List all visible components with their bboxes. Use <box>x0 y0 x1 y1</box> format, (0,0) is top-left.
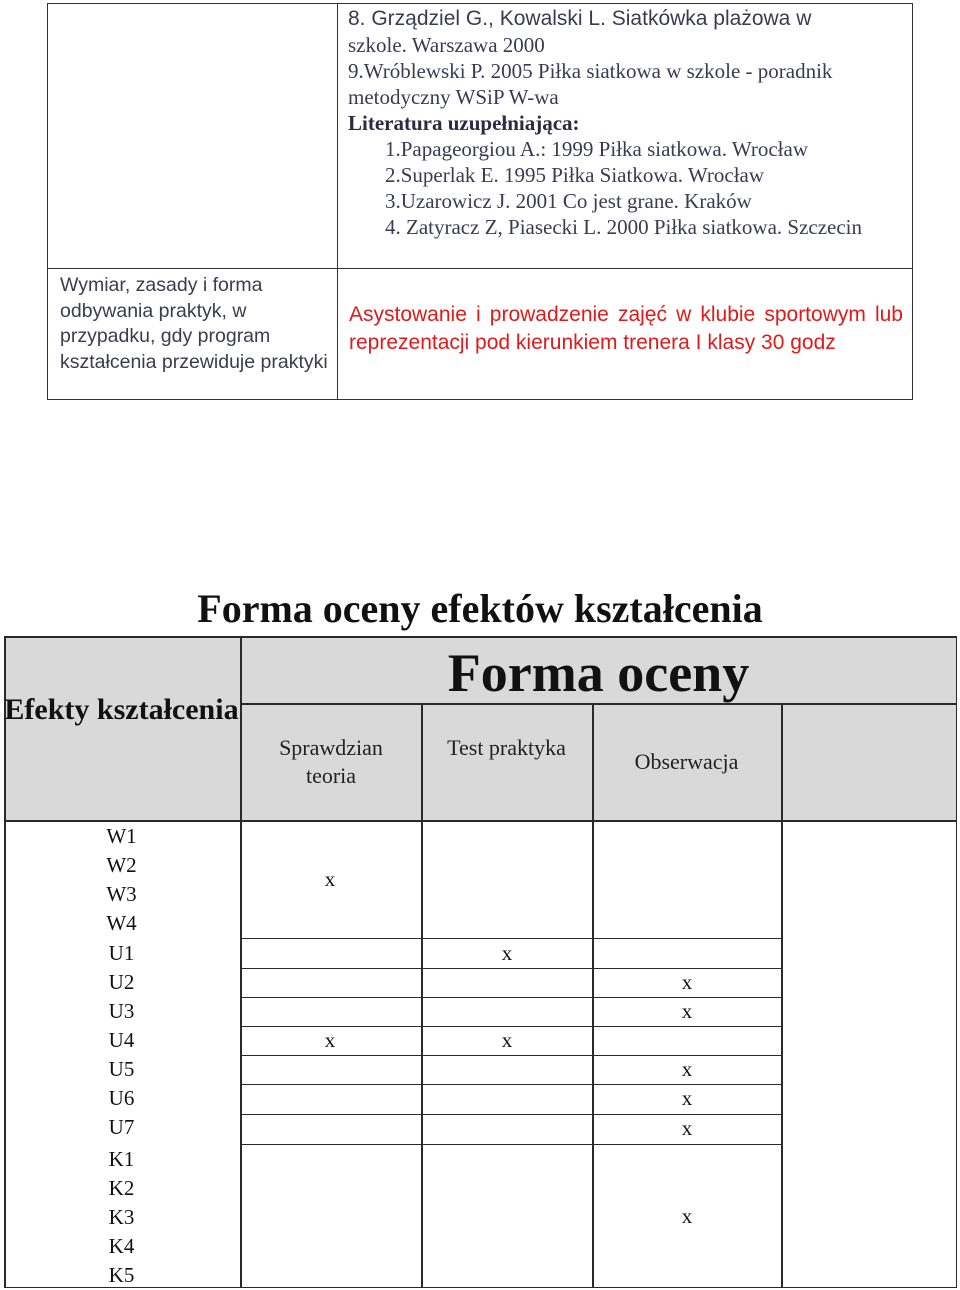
effect-code: W1 <box>106 824 137 848</box>
effect-code: U2 <box>108 970 135 994</box>
assessment-table <box>4 636 957 1288</box>
effect-code: K1 <box>108 1147 135 1171</box>
literature-list <box>348 6 908 240</box>
codes-k <box>4 1145 239 1290</box>
mark-w-sprawdzian: x <box>324 867 336 891</box>
grid-line <box>592 703 594 1288</box>
subheader-obserwacja: Obserwacja <box>634 749 739 774</box>
literature-line: 8. Grządziel G., Kowalski L. Siatkówka plażowa w <box>348 7 812 30</box>
supplementary-item: 3.Uzarowicz J. 2001 Co jest grane. Kraków <box>385 189 752 213</box>
effect-code: U5 <box>108 1057 135 1081</box>
literature-line: 9.Wróblewski P. 2005 Piłka siatkowa w szkole - poradnik <box>348 59 833 83</box>
supplementary-item: 2.Superlak E. 1995 Piłka Siatkowa. Wrocław <box>385 163 765 187</box>
codes-w <box>4 822 239 938</box>
mark-u4-sprawdzian: x <box>324 1028 336 1052</box>
effect-code: U1 <box>108 941 135 965</box>
effect-code: W4 <box>106 911 137 935</box>
column-divider <box>337 4 338 399</box>
supplementary-item: 4. Zatyracz Z, Piasecki L. 2000 Piłka siatkowa. Szczecin <box>385 215 863 239</box>
effect-code: K2 <box>108 1176 135 1200</box>
row-divider <box>48 268 912 269</box>
codes-u <box>4 939 239 1142</box>
literature-line: szkole. Warszawa 2000 <box>348 33 545 57</box>
grid-line <box>421 703 423 1288</box>
effects-header: Efekty kształcenia <box>4 693 239 726</box>
effect-code: W2 <box>106 853 137 877</box>
effect-code: K3 <box>108 1205 135 1229</box>
mark-u7-obserwacja: x <box>681 1116 693 1140</box>
assessment-title: Forma oceny efektów kształcenia <box>197 586 763 631</box>
mark-u2-obserwacja: x <box>681 970 693 994</box>
form-header: Forma oceny <box>447 643 750 703</box>
supplementary-item: 1.Papageorgiou A.: 1999 Piłka siatkowa. Wrocław <box>385 137 808 161</box>
grid-line <box>4 636 957 638</box>
mark-u1-test: x <box>501 941 513 965</box>
effect-code: U4 <box>108 1028 135 1052</box>
info-table <box>47 3 913 400</box>
mark-k-obserwacja: x <box>681 1204 693 1228</box>
practice-text: Asystowanie i prowadzenie zajęć w klubie sportowym lub reprezentacji pod kierunkiem trenera I klasy 30 godz <box>349 303 903 354</box>
grid-line <box>240 1144 782 1145</box>
effect-code: U6 <box>108 1086 135 1110</box>
mark-u5-obserwacja: x <box>681 1057 693 1081</box>
effect-code: U7 <box>108 1115 135 1139</box>
practice-label: Wymiar, zasady i forma odbywania praktyk, w przypadku, gdy program kształcenia przewiduje praktyki <box>60 274 328 373</box>
literature-line: metodyczny WSiP W-wa <box>348 85 559 109</box>
effect-code: K4 <box>108 1234 135 1258</box>
subheader-sprawdzian: Sprawdzian teoria <box>279 735 383 788</box>
subheader-test: Test praktyka <box>447 735 566 760</box>
effect-code: W3 <box>106 882 137 906</box>
effect-code: K5 <box>108 1263 135 1287</box>
mark-u6-obserwacja: x <box>681 1086 693 1110</box>
grid-line <box>781 703 783 1288</box>
grid-line <box>956 636 958 1288</box>
mark-u3-obserwacja: x <box>681 999 693 1023</box>
grid-line <box>240 636 242 1288</box>
supplementary-heading: Literatura uzupełniająca: <box>348 111 580 135</box>
mark-u4-test: x <box>501 1028 513 1052</box>
effect-code: U3 <box>108 999 135 1023</box>
